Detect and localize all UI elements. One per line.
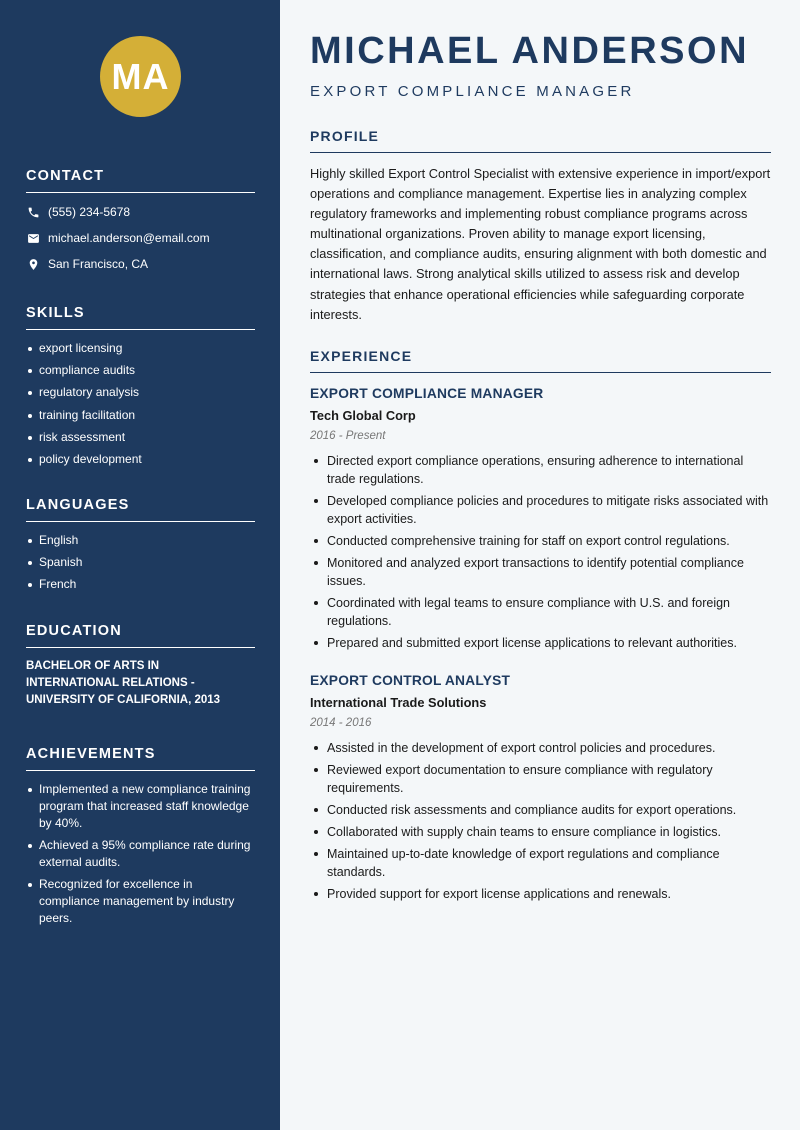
skill-item: export licensing: [26, 340, 255, 357]
job-dates: 2016 - Present: [310, 430, 386, 442]
language-item: English: [26, 532, 255, 549]
skills-list: [26, 340, 255, 468]
job-bullet: Collaborated with supply chain teams to ensure compliance in logistics.: [310, 823, 771, 841]
mail-icon: [26, 231, 40, 245]
phone-text: (555) 234-5678: [48, 205, 131, 219]
job-bullet: Reviewed export documentation to ensure compliance with regulatory requirements.: [310, 761, 771, 797]
contact-heading: CONTACT: [26, 168, 255, 193]
phone-icon: [26, 205, 40, 219]
contact-section: [26, 168, 255, 277]
skills-heading: SKILLS: [26, 305, 255, 330]
job-company: International Trade Solutions: [310, 695, 487, 710]
job-bullet: Conducted risk assessments and compliance audits for export operations.: [310, 801, 771, 819]
skill-item: training facilitation: [26, 407, 255, 424]
job-entry: [310, 673, 771, 907]
job-bullet: Coordinated with legal teams to ensure compliance with U.S. and foreign regulations.: [310, 594, 771, 630]
languages-list: [26, 532, 255, 593]
monogram-avatar: MA: [100, 36, 181, 117]
job-bullets: [310, 739, 771, 903]
profile-heading: PROFILE: [310, 128, 771, 153]
job-bullet: Assisted in the development of export control policies and procedures.: [310, 739, 771, 757]
skill-item: regulatory analysis: [26, 384, 255, 401]
job-title: EXPORT CONTROL ANALYST: [310, 673, 511, 688]
job-bullet: Developed compliance policies and procedures to mitigate risks associated with export activities.: [310, 492, 771, 528]
achievements-section: [26, 746, 255, 932]
language-item: French: [26, 576, 255, 593]
languages-section: [26, 497, 255, 599]
achievement-item: Achieved a 95% compliance rate during external audits.: [26, 837, 255, 871]
profile-text: Highly skilled Export Control Specialist with extensive experience in import/export operations and compliance management. Expertise lies in analyzing complex regulatory frameworks and implementing robust compliance programs across multinational organizations. Proven ability to manage export licensing, classification, and compliance audits, ensuring alignment with both domestic and international laws. Strong analytical skills utilized to assess risk and develop strategies that enhance operational efficiencies while safeguarding corporate interests.: [310, 166, 771, 322]
job-bullets: [310, 452, 771, 652]
location-text: San Francisco, CA: [48, 257, 149, 271]
achievement-item: Implemented a new compliance training program that increased staff knowledge by 40%.: [26, 781, 255, 832]
job-bullet: Conducted comprehensive training for staff on export control regulations.: [310, 532, 771, 550]
achievements-heading: ACHIEVEMENTS: [26, 746, 255, 771]
candidate-name: MICHAEL ANDERSON: [310, 30, 750, 72]
location-pin-icon: [26, 257, 40, 271]
job-bullet: Maintained up-to-date knowledge of export regulations and compliance standards.: [310, 845, 771, 881]
job-entry: [310, 386, 771, 656]
candidate-title: EXPORT COMPLIANCE MANAGER: [310, 83, 635, 100]
education-degree: BACHELOR OF ARTS IN INTERNATIONAL RELATIONS - UNIVERSITY OF CALIFORNIA, 2013: [26, 660, 221, 706]
job-bullet: Directed export compliance operations, ensuring adherence to international trade regulations.: [310, 452, 771, 488]
job-bullet: Provided support for export license applications and renewals.: [310, 885, 771, 903]
achievements-list: [26, 781, 255, 927]
email-text: michael.anderson@email.com: [48, 231, 210, 245]
job-bullet: Monitored and analyzed export transactions to identify potential compliance issues.: [310, 554, 771, 590]
skill-item: risk assessment: [26, 429, 255, 446]
contact-location: [26, 251, 255, 277]
languages-heading: LANGUAGES: [26, 497, 255, 522]
job-dates: 2014 - 2016: [310, 717, 372, 729]
skills-section: [26, 305, 255, 473]
achievement-item: Recognized for excellence in compliance management by industry peers.: [26, 876, 255, 927]
experience-heading: EXPERIENCE: [310, 348, 771, 373]
language-item: Spanish: [26, 554, 255, 571]
skill-item: policy development: [26, 451, 255, 468]
contact-email[interactable]: [26, 225, 255, 251]
job-company: Tech Global Corp: [310, 408, 416, 423]
job-title: EXPORT COMPLIANCE MANAGER: [310, 386, 544, 401]
education-heading: EDUCATION: [26, 623, 255, 648]
job-bullet: Prepared and submitted export license applications to relevant authorities.: [310, 634, 771, 652]
skill-item: compliance audits: [26, 362, 255, 379]
sidebar: [0, 0, 280, 1130]
contact-phone[interactable]: [26, 199, 255, 225]
education-section: [26, 623, 255, 709]
